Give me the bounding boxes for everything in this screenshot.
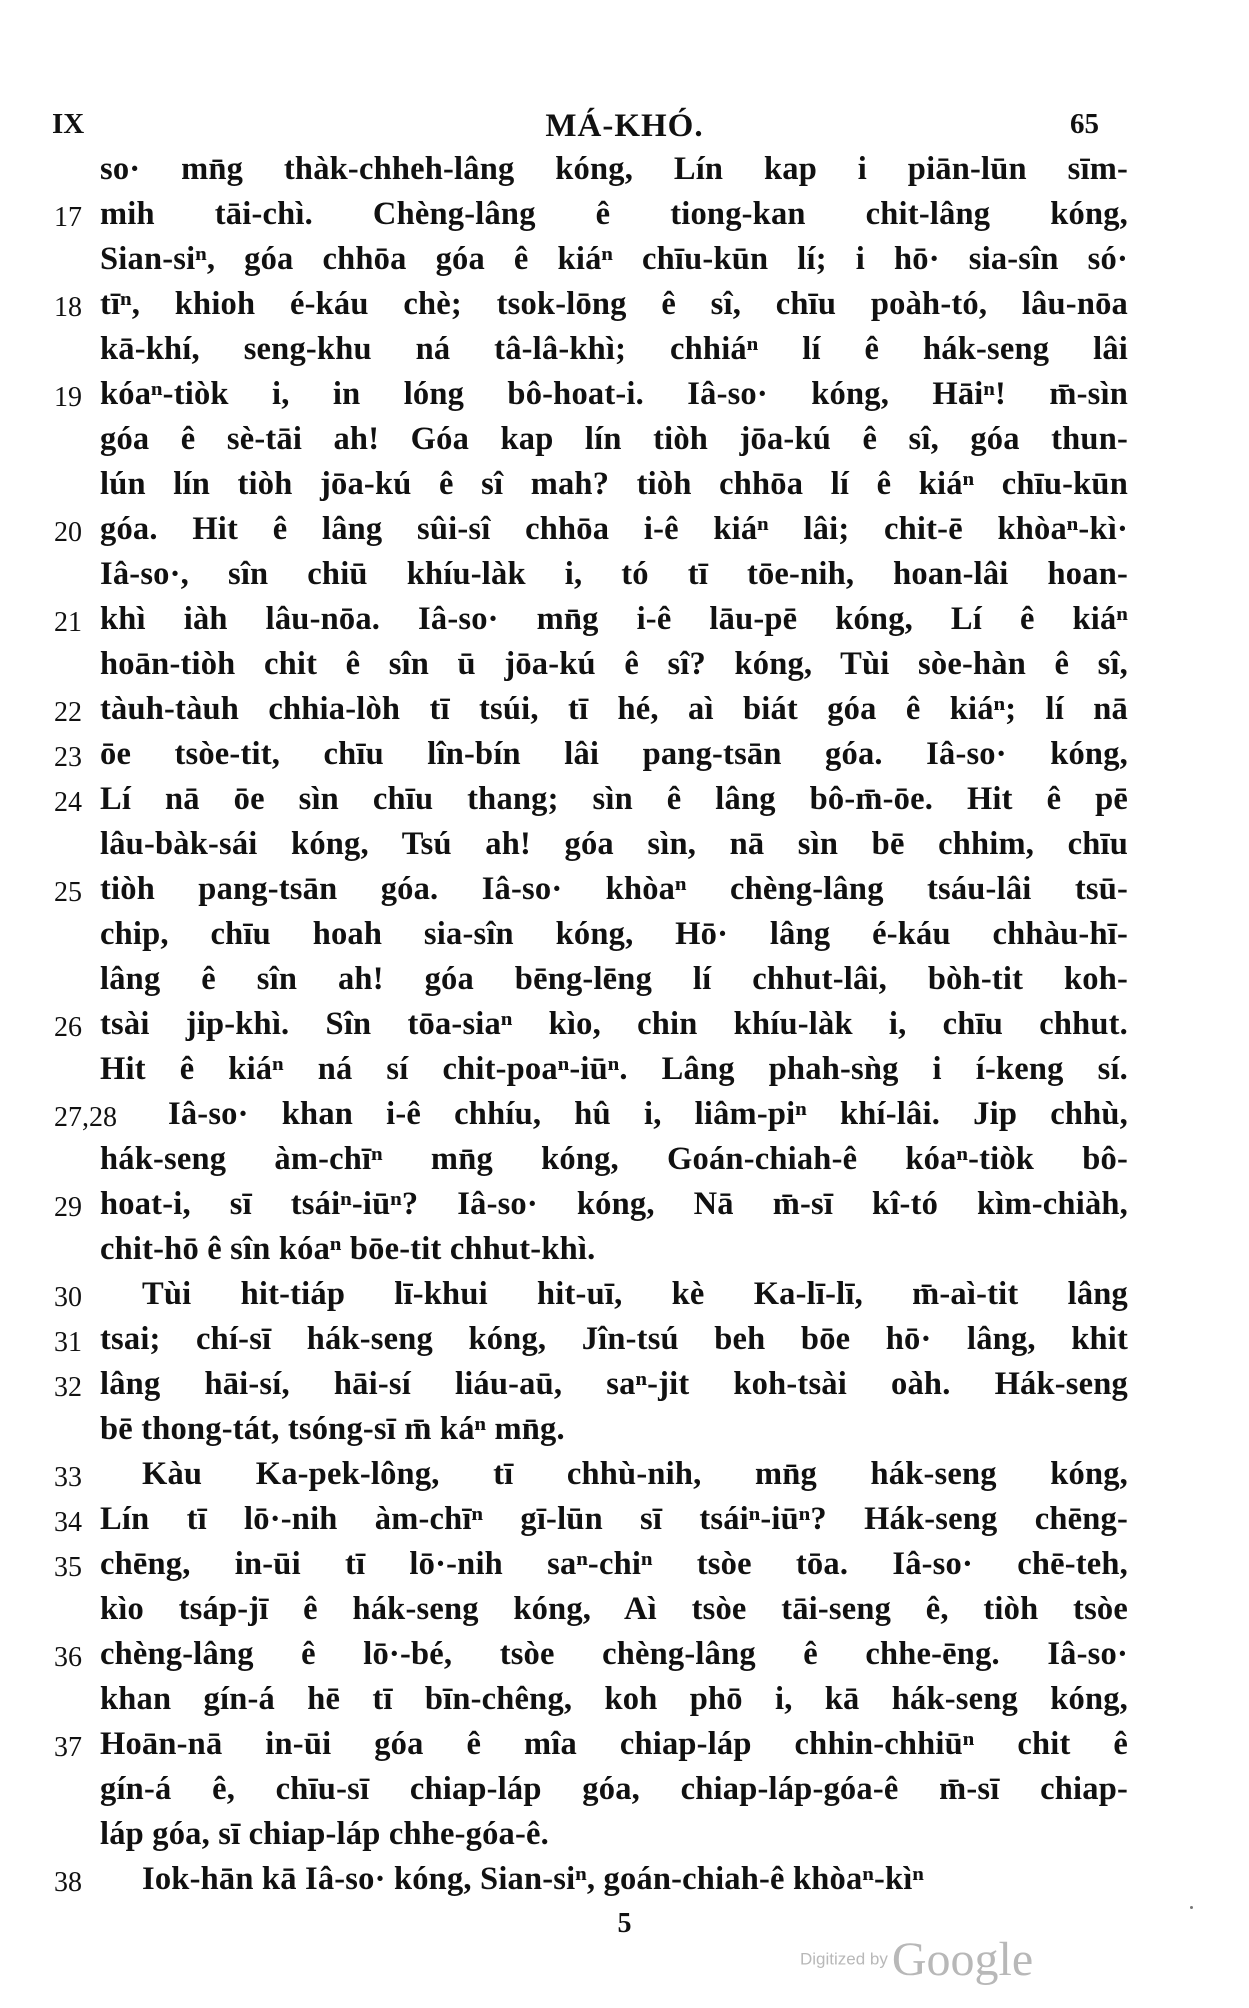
line-text: chèng-lâng ê lō·-bé, tsòe chèng-lâng ê chhe-ēng. Iâ-so· <box>100 1636 1128 1672</box>
verse-number: 30 <box>54 1282 82 1313</box>
verse-number: 32 <box>54 1372 82 1403</box>
text-line <box>0 511 1249 555</box>
verse-number: 35 <box>54 1552 82 1583</box>
text-line <box>0 1366 1249 1410</box>
line-text: Sian-siⁿ, góa chhōa góa ê kiáⁿ chīu-kūn lí; i hō· sia-sîn só· <box>100 241 1128 277</box>
verse-number: 25 <box>54 877 82 908</box>
verse-number: 26 <box>54 1012 82 1043</box>
line-text: so· mn̄g thàk-chheh-lâng kóng, Lín kap i piān-lūn sīm- <box>100 151 1128 187</box>
digitized-watermark <box>800 1932 1033 1987</box>
text-line <box>0 736 1249 780</box>
text-line <box>0 151 1249 195</box>
text-line <box>0 871 1249 915</box>
text-line <box>0 1591 1249 1635</box>
line-text: chip, chīu hoah sia-sîn kóng, Hō· lâng é-káu chhàu-hī- <box>100 916 1128 952</box>
text-line <box>0 1681 1249 1725</box>
line-text: chit-hō ê sîn kóaⁿ bōe-tit chhut-khì. <box>100 1231 596 1267</box>
text-line <box>0 556 1249 600</box>
verse-number: 20 <box>54 517 82 548</box>
text-line <box>0 376 1249 420</box>
line-text: Kàu Ka-pek-lông, tī chhù-nih, mn̄g hák-seng kóng, <box>142 1456 1128 1492</box>
verse-number: 31 <box>54 1327 82 1358</box>
line-text: lâu-bàk-sái kóng, Tsú ah! góa sìn, nā sìn bē chhim, chīu <box>100 826 1128 862</box>
line-text: hoat-i, sī tsáiⁿ-iūⁿ? Iâ-so· kóng, Nā m̄-sī kî-tó kìm-chiàh, <box>100 1186 1128 1222</box>
text-line <box>0 286 1249 330</box>
text-line <box>0 1771 1249 1815</box>
line-text: Lín tī lō·-nih àm-chīⁿ gī-lūn sī tsáiⁿ-iūⁿ? Hák-seng chēng- <box>100 1501 1128 1537</box>
verse-number: 17 <box>54 202 82 233</box>
line-text: láp góa, sī chiap-láp chhe-góa-ê. <box>100 1816 549 1852</box>
text-line <box>0 1546 1249 1590</box>
line-text: hoān-tiòh chit ê sîn ū jōa-kú ê sî? kóng, Tùi sòe-hàn ê sî, <box>100 646 1128 682</box>
line-text: lâng hāi-sí, hāi-sí liáu-aū, saⁿ-jit koh-tsài oàh. Hák-seng <box>100 1366 1128 1402</box>
text-line <box>0 1321 1249 1365</box>
line-text: chēng, in-ūi tī lō·-nih saⁿ-chiⁿ tsòe tōa. Iâ-so· chē-teh, <box>100 1546 1128 1582</box>
text-line <box>0 466 1249 510</box>
text-line <box>0 241 1249 285</box>
text-line <box>0 826 1249 870</box>
verse-number: 19 <box>54 382 82 413</box>
verse-number: 23 <box>54 742 82 773</box>
signature-mark: 5 <box>617 1908 632 1939</box>
line-text: tàuh-tàuh chhia-lòh tī tsúi, tī hé, aì biát góa ê kiáⁿ; lí nā <box>100 691 1128 727</box>
line-text: góa ê sè-tāi ah! Góa kap lín tiòh jōa-kú ê sî, góa thun- <box>100 421 1128 457</box>
ink-speck <box>1190 1906 1193 1909</box>
text-line <box>0 961 1249 1005</box>
text-line <box>0 646 1249 690</box>
text-line <box>0 1096 1249 1140</box>
text-line <box>0 1816 1249 1860</box>
line-text: Iâ-so·, sîn chiū khíu-làk i, tó tī tōe-nih, hoan-lâi hoan- <box>100 556 1128 592</box>
text-line <box>0 1636 1249 1680</box>
google-logo: Google <box>891 1933 1034 1986</box>
text-line <box>0 601 1249 645</box>
verse-number: 21 <box>54 607 82 638</box>
line-text: Lí nā ōe sìn chīu thang; sìn ê lâng bô-m̄-ōe. Hit ê pē <box>100 781 1128 817</box>
text-line <box>0 421 1249 465</box>
line-text: khan gín-á hē tī bīn-chêng, koh phō i, kā hák-seng kóng, <box>100 1681 1128 1717</box>
text-line <box>0 1276 1249 1320</box>
text-line <box>0 1456 1249 1500</box>
line-text: Iok-hān kā Iâ-so· kóng, Sian-siⁿ, goán-chiah-ê khòaⁿ-kìⁿ <box>142 1861 924 1897</box>
text-line <box>0 1051 1249 1095</box>
text-line <box>0 1411 1249 1455</box>
verse-number: 33 <box>54 1462 82 1493</box>
line-text: gín-á ê, chīu-sī chiap-láp góa, chiap-láp-góa-ê m̄-sī chiap- <box>100 1771 1128 1807</box>
line-text: lâng ê sîn ah! góa bēng-lēng lí chhut-lâi, bòh-tit koh- <box>100 961 1128 997</box>
verse-number: 29 <box>54 1192 82 1223</box>
verse-number: 38 <box>54 1867 82 1898</box>
line-text: kìo tsáp-jī ê hák-seng kóng, Aì tsòe tāi-seng ê, tiòh tsòe <box>100 1591 1128 1627</box>
line-text: hák-seng àm-chīⁿ mn̄g kóng, Goán-chiah-ê kóaⁿ-tiòk bô- <box>100 1141 1128 1177</box>
line-text: tsài jip-khì. Sîn tōa-siaⁿ kìo, chin khíu-làk i, chīu chhut. <box>100 1006 1128 1042</box>
text-line <box>0 196 1249 240</box>
running-title: MÁ-KHÓ. <box>545 108 704 144</box>
text-line <box>0 1726 1249 1770</box>
line-text: Tùi hit-tiáp lī-khui hit-uī, kè Ka-lī-lī, m̄-aì-tit lâng <box>142 1276 1128 1312</box>
line-text: tsai; chí-sī hák-seng kóng, Jîn-tsú beh bōe hō· lâng, khit <box>100 1321 1128 1357</box>
line-text: góa. Hit ê lâng sûi-sî chhōa i-ê kiáⁿ lâi; chit-ē khòaⁿ-kì· <box>100 511 1128 547</box>
line-text: lún lín tiòh jōa-kú ê sî mah? tiòh chhōa lí ê kiáⁿ chīu-kūn <box>100 466 1128 502</box>
text-line <box>0 1141 1249 1185</box>
line-text: Iâ-so· khan i-ê chhíu, hû i, liâm-piⁿ khí-lâi. Jip chhù, <box>168 1096 1128 1132</box>
verse-number: 37 <box>54 1732 82 1763</box>
chapter-number: IX <box>52 108 85 140</box>
text-line <box>0 916 1249 960</box>
line-text: tīⁿ, khioh é-káu chè; tsok-lōng ê sî, chīu poàh-tó, lâu-nōa <box>100 286 1128 322</box>
text-line <box>0 781 1249 825</box>
running-header <box>0 108 1249 148</box>
text-line <box>0 1006 1249 1050</box>
text-line <box>0 691 1249 735</box>
verse-number: 18 <box>54 292 82 323</box>
verse-number: 22 <box>54 697 82 728</box>
line-text: Hit ê kiáⁿ ná sí chit-poaⁿ-iūⁿ. Lâng phah-sǹg i í-keng sí. <box>100 1051 1128 1087</box>
text-line <box>0 331 1249 375</box>
watermark-prefix: Digitized by <box>800 1949 888 1969</box>
verse-number: 36 <box>54 1642 82 1673</box>
verse-number: 27,28 <box>54 1102 117 1133</box>
verse-number: 34 <box>54 1507 82 1538</box>
text-line <box>0 1231 1249 1275</box>
text-line <box>0 1501 1249 1545</box>
text-line <box>0 1861 1249 1905</box>
line-text: Hoān-nā in-ūi góa ê mîa chiap-láp chhin-chhiūⁿ chit ê <box>100 1726 1128 1762</box>
line-text: ōe tsòe-tit, chīu lîn-bín lâi pang-tsān góa. Iâ-so· kóng, <box>100 736 1128 772</box>
verse-number: 24 <box>54 787 82 818</box>
line-text: khì iàh lâu-nōa. Iâ-so· mn̄g i-ê lāu-pē kóng, Lí ê kiáⁿ <box>100 601 1128 637</box>
text-line <box>0 1186 1249 1230</box>
line-text: tiòh pang-tsān góa. Iâ-so· khòaⁿ chèng-lâng tsáu-lâi tsū- <box>100 871 1128 907</box>
line-text: kóaⁿ-tiòk i, in lóng bô-hoat-i. Iâ-so· kóng, Hāiⁿ! m̄-sìn <box>100 376 1128 412</box>
line-text: bē thong-tát, tsóng-sī m̄ káⁿ mn̄g. <box>100 1411 565 1447</box>
line-text: mih tāi-chì. Chèng-lâng ê tiong-kan chit-lâng kóng, <box>100 196 1128 232</box>
line-text: kā-khí, seng-khu ná tâ-lâ-khì; chhiáⁿ lí ê hák-seng lâi <box>100 331 1128 367</box>
page-number-top: 65 <box>1070 108 1099 140</box>
